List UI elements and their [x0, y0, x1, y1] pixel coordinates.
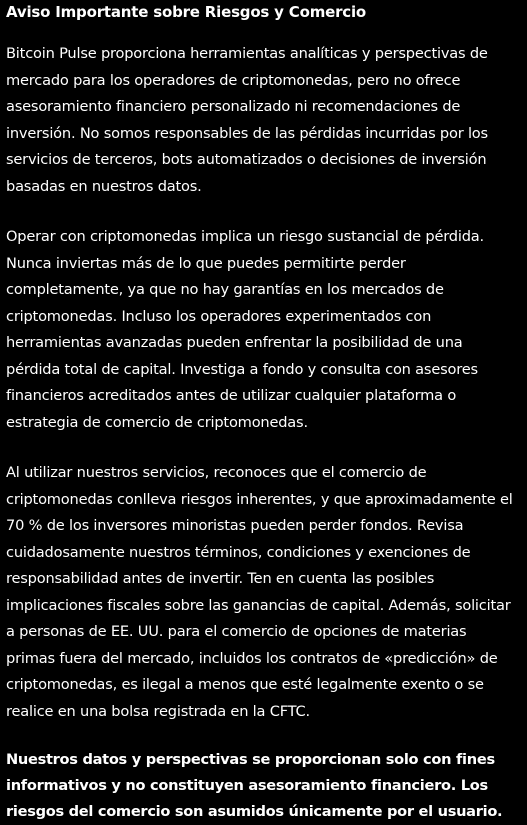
- notice-closing-statement: Nuestros datos y perspectivas se proporcionan solo con fines informativos y no constituyen asesoramiento financiero. Los riesgos del comercio son asumidos únicamente por el usuario.: [6, 751, 503, 820]
- notice-paragraph-3: Al utilizar nuestros servicios, reconoces que el comercio de criptomonedas conlleva riesgos inherentes, y que aproximadamente el 70 % de los inversores minoristas pueden perder fondos. Revisa cuidadosamente nuestros términos, condiciones y exenciones de responsabilidad antes de invertir. Ten en cuenta las posibles implicaciones fiscales sobre las ganancias de capital. Además, solicitar a personas de EE. UU. para el comercio de opciones de materias primas fuera del mercado, incluidos los contratos de «predicción» de criptomonedas, es ilegal a menos que esté legalmente exento o se realice en una bolsa registrada en la CFTC.: [6, 464, 513, 720]
- notice-title: Aviso Importante sobre Riesgos y Comercio: [6, 3, 367, 21]
- notice-paragraph-1: Bitcoin Pulse proporciona herramientas analíticas y perspectivas de mercado para los operadores de criptomonedas, pero no ofrece asesoramiento financiero personalizado ni recomendaciones de inversión. No somos responsables de las pérdidas incurridas por los servicios de terceros, bots automatizados o decisiones de inversión basadas en nuestros datos.: [6, 45, 488, 195]
- risk-notice: [0, 1, 527, 825]
- notice-paragraph-2: Operar con criptomonedas implica un riesgo sustancial de pérdida. Nunca inviertas más de lo que puedes permitirte perder completamente, ya que no hay garantías en los mercados de criptomonedas. Incluso los operadores experimentados con herramientas avanzadas pueden enfrentar la posibilidad de una pérdida total de capital. Investiga a fondo y consulta con asesores financieros acreditados antes de utilizar cualquier plataforma o estrategia de comercio de criptomonedas.: [6, 228, 484, 431]
